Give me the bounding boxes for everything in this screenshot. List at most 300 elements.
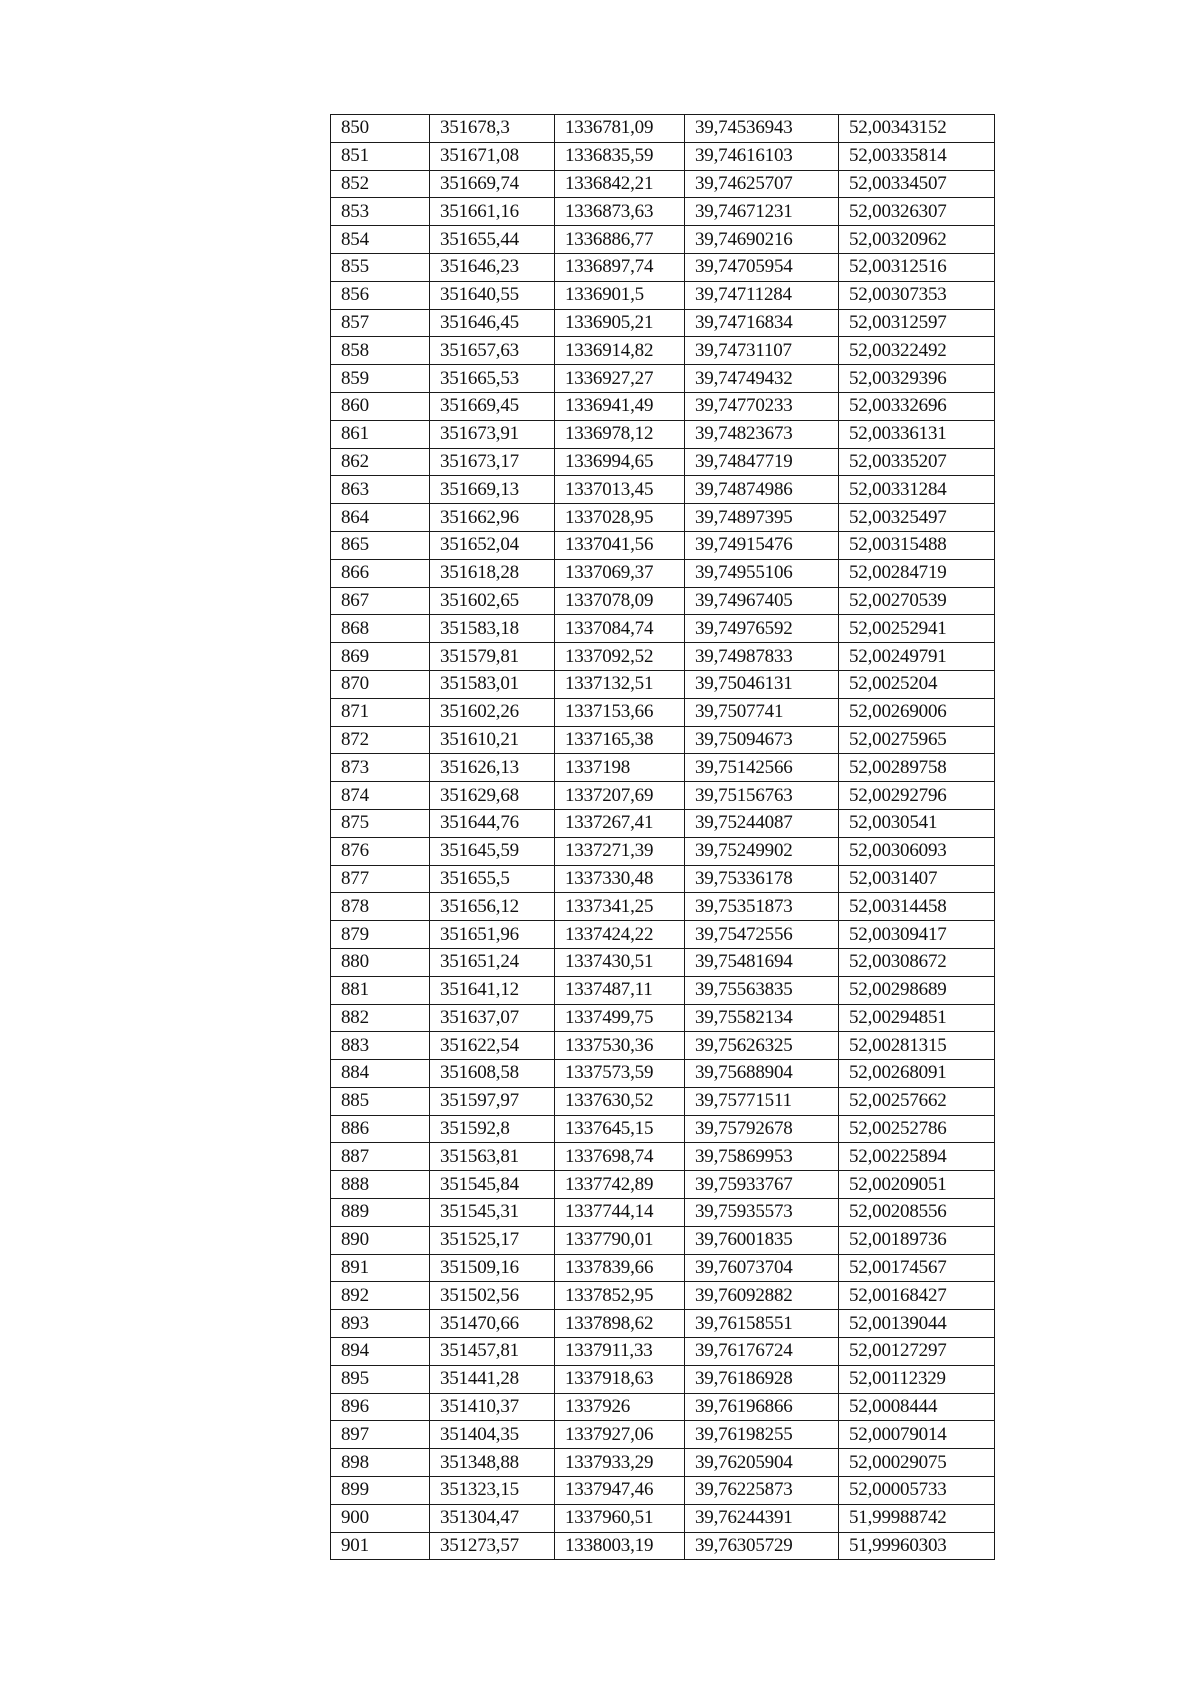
- latitude-cell: 52,00314458: [839, 893, 995, 921]
- x-coordinate-cell: 351502,56: [430, 1282, 555, 1310]
- point-number-cell: 872: [331, 726, 430, 754]
- latitude-cell: 52,00320962: [839, 226, 995, 254]
- point-number-cell: 860: [331, 392, 430, 420]
- y-coordinate-cell: 1337084,74: [555, 615, 685, 643]
- x-coordinate-cell: 351579,81: [430, 643, 555, 671]
- x-coordinate-cell: 351652,04: [430, 531, 555, 559]
- point-number-cell: 891: [331, 1254, 430, 1282]
- table-row: [331, 948, 995, 976]
- table-row: [331, 1171, 995, 1199]
- latitude-cell: 52,00249791: [839, 643, 995, 671]
- table-row: [331, 392, 995, 420]
- table-row: [331, 1115, 995, 1143]
- y-coordinate-cell: 1336914,82: [555, 337, 685, 365]
- x-coordinate-cell: 351665,53: [430, 365, 555, 393]
- x-coordinate-cell: 351641,12: [430, 976, 555, 1004]
- latitude-cell: 52,00208556: [839, 1199, 995, 1227]
- y-coordinate-cell: 1336978,12: [555, 420, 685, 448]
- latitude-cell: 52,00281315: [839, 1032, 995, 1060]
- x-coordinate-cell: 351597,97: [430, 1087, 555, 1115]
- y-coordinate-cell: 1337132,51: [555, 670, 685, 698]
- x-coordinate-cell: 351629,68: [430, 782, 555, 810]
- latitude-cell: 52,00315488: [839, 531, 995, 559]
- longitude-cell: 39,74690216: [685, 226, 839, 254]
- latitude-cell: 52,00331284: [839, 476, 995, 504]
- latitude-cell: 52,00029075: [839, 1449, 995, 1477]
- point-number-cell: 857: [331, 309, 430, 337]
- x-coordinate-cell: 351669,13: [430, 476, 555, 504]
- longitude-cell: 39,74749432: [685, 365, 839, 393]
- point-number-cell: 885: [331, 1087, 430, 1115]
- table-row: [331, 253, 995, 281]
- longitude-cell: 39,75792678: [685, 1115, 839, 1143]
- longitude-cell: 39,74976592: [685, 615, 839, 643]
- latitude-cell: 52,00189736: [839, 1226, 995, 1254]
- longitude-cell: 39,74625707: [685, 170, 839, 198]
- longitude-cell: 39,76158551: [685, 1310, 839, 1338]
- point-number-cell: 867: [331, 587, 430, 615]
- table-row: [331, 504, 995, 532]
- x-coordinate-cell: 351545,84: [430, 1171, 555, 1199]
- longitude-cell: 39,75771511: [685, 1087, 839, 1115]
- longitude-cell: 39,75249902: [685, 837, 839, 865]
- longitude-cell: 39,76092882: [685, 1282, 839, 1310]
- point-number-cell: 873: [331, 754, 430, 782]
- longitude-cell: 39,75351873: [685, 893, 839, 921]
- y-coordinate-cell: 1337926: [555, 1393, 685, 1421]
- latitude-cell: 52,00168427: [839, 1282, 995, 1310]
- x-coordinate-cell: 351661,16: [430, 198, 555, 226]
- longitude-cell: 39,76198255: [685, 1421, 839, 1449]
- table-row: [331, 1226, 995, 1254]
- table-row: [331, 1393, 995, 1421]
- point-number-cell: 851: [331, 142, 430, 170]
- longitude-cell: 39,74536943: [685, 115, 839, 143]
- longitude-cell: 39,74955106: [685, 559, 839, 587]
- longitude-cell: 39,74823673: [685, 420, 839, 448]
- latitude-cell: 52,00209051: [839, 1171, 995, 1199]
- x-coordinate-cell: 351348,88: [430, 1449, 555, 1477]
- table-row: [331, 670, 995, 698]
- latitude-cell: 52,00139044: [839, 1310, 995, 1338]
- table-row: [331, 1421, 995, 1449]
- x-coordinate-cell: 351583,01: [430, 670, 555, 698]
- latitude-cell: 52,0008444: [839, 1393, 995, 1421]
- longitude-cell: 39,75336178: [685, 865, 839, 893]
- point-number-cell: 855: [331, 253, 430, 281]
- x-coordinate-cell: 351662,96: [430, 504, 555, 532]
- table-row: [331, 698, 995, 726]
- x-coordinate-cell: 351563,81: [430, 1143, 555, 1171]
- longitude-cell: 39,76225873: [685, 1477, 839, 1505]
- table-row: [331, 643, 995, 671]
- latitude-cell: 52,00270539: [839, 587, 995, 615]
- x-coordinate-cell: 351602,26: [430, 698, 555, 726]
- point-number-cell: 899: [331, 1477, 430, 1505]
- longitude-cell: 39,75626325: [685, 1032, 839, 1060]
- y-coordinate-cell: 1337330,48: [555, 865, 685, 893]
- table-row: [331, 476, 995, 504]
- y-coordinate-cell: 1338003,19: [555, 1532, 685, 1560]
- point-number-cell: 866: [331, 559, 430, 587]
- longitude-cell: 39,75933767: [685, 1171, 839, 1199]
- longitude-cell: 39,75244087: [685, 809, 839, 837]
- y-coordinate-cell: 1337092,52: [555, 643, 685, 671]
- table-row: [331, 1199, 995, 1227]
- latitude-cell: 52,00329396: [839, 365, 995, 393]
- latitude-cell: 52,00268091: [839, 1060, 995, 1088]
- y-coordinate-cell: 1337207,69: [555, 782, 685, 810]
- table-row: [331, 559, 995, 587]
- point-number-cell: 880: [331, 948, 430, 976]
- latitude-cell: 52,00292796: [839, 782, 995, 810]
- point-number-cell: 875: [331, 809, 430, 837]
- table-row: [331, 893, 995, 921]
- longitude-cell: 39,74987833: [685, 643, 839, 671]
- x-coordinate-cell: 351622,54: [430, 1032, 555, 1060]
- table-row: [331, 281, 995, 309]
- table-row: [331, 337, 995, 365]
- table-row: [331, 309, 995, 337]
- point-number-cell: 852: [331, 170, 430, 198]
- point-number-cell: 865: [331, 531, 430, 559]
- x-coordinate-cell: 351441,28: [430, 1365, 555, 1393]
- y-coordinate-cell: 1337530,36: [555, 1032, 685, 1060]
- point-number-cell: 850: [331, 115, 430, 143]
- x-coordinate-cell: 351678,3: [430, 115, 555, 143]
- point-number-cell: 895: [331, 1365, 430, 1393]
- latitude-cell: 52,00335814: [839, 142, 995, 170]
- latitude-cell: 52,00127297: [839, 1338, 995, 1366]
- y-coordinate-cell: 1337933,29: [555, 1449, 685, 1477]
- table-row: [331, 976, 995, 1004]
- y-coordinate-cell: 1337790,01: [555, 1226, 685, 1254]
- table-row: [331, 1504, 995, 1532]
- y-coordinate-cell: 1337947,46: [555, 1477, 685, 1505]
- table-row: [331, 1282, 995, 1310]
- latitude-cell: 52,00306093: [839, 837, 995, 865]
- x-coordinate-cell: 351273,57: [430, 1532, 555, 1560]
- x-coordinate-cell: 351602,65: [430, 587, 555, 615]
- latitude-cell: 51,99988742: [839, 1504, 995, 1532]
- point-number-cell: 887: [331, 1143, 430, 1171]
- table-row: [331, 448, 995, 476]
- point-number-cell: 897: [331, 1421, 430, 1449]
- latitude-cell: 52,00079014: [839, 1421, 995, 1449]
- longitude-cell: 39,75563835: [685, 976, 839, 1004]
- point-number-cell: 878: [331, 893, 430, 921]
- y-coordinate-cell: 1337424,22: [555, 921, 685, 949]
- y-coordinate-cell: 1337698,74: [555, 1143, 685, 1171]
- x-coordinate-cell: 351592,8: [430, 1115, 555, 1143]
- coordinates-table: [330, 114, 995, 1560]
- longitude-cell: 39,75869953: [685, 1143, 839, 1171]
- y-coordinate-cell: 1337013,45: [555, 476, 685, 504]
- point-number-cell: 893: [331, 1310, 430, 1338]
- table-row: [331, 170, 995, 198]
- point-number-cell: 894: [331, 1338, 430, 1366]
- y-coordinate-cell: 1337839,66: [555, 1254, 685, 1282]
- y-coordinate-cell: 1336842,21: [555, 170, 685, 198]
- x-coordinate-cell: 351509,16: [430, 1254, 555, 1282]
- x-coordinate-cell: 351673,91: [430, 420, 555, 448]
- y-coordinate-cell: 1336886,77: [555, 226, 685, 254]
- latitude-cell: 52,00252941: [839, 615, 995, 643]
- longitude-cell: 39,74915476: [685, 531, 839, 559]
- y-coordinate-cell: 1337911,33: [555, 1338, 685, 1366]
- point-number-cell: 900: [331, 1504, 430, 1532]
- latitude-cell: 52,00312597: [839, 309, 995, 337]
- table-row: [331, 1449, 995, 1477]
- latitude-cell: 52,00325497: [839, 504, 995, 532]
- point-number-cell: 879: [331, 921, 430, 949]
- y-coordinate-cell: 1336835,59: [555, 142, 685, 170]
- x-coordinate-cell: 351645,59: [430, 837, 555, 865]
- longitude-cell: 39,76244391: [685, 1504, 839, 1532]
- x-coordinate-cell: 351656,12: [430, 893, 555, 921]
- point-number-cell: 871: [331, 698, 430, 726]
- longitude-cell: 39,76186928: [685, 1365, 839, 1393]
- x-coordinate-cell: 351583,18: [430, 615, 555, 643]
- longitude-cell: 39,75046131: [685, 670, 839, 698]
- y-coordinate-cell: 1337742,89: [555, 1171, 685, 1199]
- longitude-cell: 39,74705954: [685, 253, 839, 281]
- point-number-cell: 896: [331, 1393, 430, 1421]
- table-row: [331, 1365, 995, 1393]
- point-number-cell: 901: [331, 1532, 430, 1560]
- latitude-cell: 52,00307353: [839, 281, 995, 309]
- y-coordinate-cell: 1337271,39: [555, 837, 685, 865]
- y-coordinate-cell: 1336781,09: [555, 115, 685, 143]
- y-coordinate-cell: 1337153,66: [555, 698, 685, 726]
- x-coordinate-cell: 351657,63: [430, 337, 555, 365]
- point-number-cell: 862: [331, 448, 430, 476]
- point-number-cell: 853: [331, 198, 430, 226]
- table-row: [331, 1310, 995, 1338]
- latitude-cell: 52,00174567: [839, 1254, 995, 1282]
- coordinates-table-body: [331, 115, 995, 1560]
- table-row: [331, 921, 995, 949]
- x-coordinate-cell: 351610,21: [430, 726, 555, 754]
- point-number-cell: 854: [331, 226, 430, 254]
- point-number-cell: 868: [331, 615, 430, 643]
- y-coordinate-cell: 1337487,11: [555, 976, 685, 1004]
- longitude-cell: 39,75582134: [685, 1004, 839, 1032]
- table-row: [331, 615, 995, 643]
- point-number-cell: 886: [331, 1115, 430, 1143]
- point-number-cell: 864: [331, 504, 430, 532]
- y-coordinate-cell: 1337341,25: [555, 893, 685, 921]
- table-row: [331, 809, 995, 837]
- y-coordinate-cell: 1337078,09: [555, 587, 685, 615]
- longitude-cell: 39,76305729: [685, 1532, 839, 1560]
- table-row: [331, 1004, 995, 1032]
- longitude-cell: 39,74874986: [685, 476, 839, 504]
- x-coordinate-cell: 351644,76: [430, 809, 555, 837]
- point-number-cell: 884: [331, 1060, 430, 1088]
- table-row: [331, 1338, 995, 1366]
- longitude-cell: 39,75688904: [685, 1060, 839, 1088]
- latitude-cell: 52,00269006: [839, 698, 995, 726]
- longitude-cell: 39,75935573: [685, 1199, 839, 1227]
- longitude-cell: 39,76176724: [685, 1338, 839, 1366]
- longitude-cell: 39,76196866: [685, 1393, 839, 1421]
- x-coordinate-cell: 351651,24: [430, 948, 555, 976]
- x-coordinate-cell: 351673,17: [430, 448, 555, 476]
- y-coordinate-cell: 1337630,52: [555, 1087, 685, 1115]
- table-row: [331, 531, 995, 559]
- y-coordinate-cell: 1337744,14: [555, 1199, 685, 1227]
- longitude-cell: 39,76001835: [685, 1226, 839, 1254]
- y-coordinate-cell: 1337165,38: [555, 726, 685, 754]
- x-coordinate-cell: 351404,35: [430, 1421, 555, 1449]
- table-row: [331, 1254, 995, 1282]
- latitude-cell: 52,00332696: [839, 392, 995, 420]
- table-row: [331, 1477, 995, 1505]
- y-coordinate-cell: 1337499,75: [555, 1004, 685, 1032]
- table-row: [331, 420, 995, 448]
- table-row: [331, 226, 995, 254]
- point-number-cell: 882: [331, 1004, 430, 1032]
- latitude-cell: 52,00343152: [839, 115, 995, 143]
- latitude-cell: 52,00335207: [839, 448, 995, 476]
- x-coordinate-cell: 351646,45: [430, 309, 555, 337]
- point-number-cell: 876: [331, 837, 430, 865]
- longitude-cell: 39,74967405: [685, 587, 839, 615]
- longitude-cell: 39,75142566: [685, 754, 839, 782]
- y-coordinate-cell: 1337918,63: [555, 1365, 685, 1393]
- longitude-cell: 39,74897395: [685, 504, 839, 532]
- y-coordinate-cell: 1336994,65: [555, 448, 685, 476]
- y-coordinate-cell: 1337645,15: [555, 1115, 685, 1143]
- x-coordinate-cell: 351655,44: [430, 226, 555, 254]
- x-coordinate-cell: 351304,47: [430, 1504, 555, 1532]
- y-coordinate-cell: 1336901,5: [555, 281, 685, 309]
- longitude-cell: 39,75156763: [685, 782, 839, 810]
- latitude-cell: 52,0030541: [839, 809, 995, 837]
- longitude-cell: 39,76073704: [685, 1254, 839, 1282]
- latitude-cell: 51,99960303: [839, 1532, 995, 1560]
- x-coordinate-cell: 351470,66: [430, 1310, 555, 1338]
- longitude-cell: 39,74671231: [685, 198, 839, 226]
- latitude-cell: 52,00225894: [839, 1143, 995, 1171]
- longitude-cell: 39,74716834: [685, 309, 839, 337]
- point-number-cell: 892: [331, 1282, 430, 1310]
- x-coordinate-cell: 351669,74: [430, 170, 555, 198]
- y-coordinate-cell: 1337041,56: [555, 531, 685, 559]
- y-coordinate-cell: 1337852,95: [555, 1282, 685, 1310]
- longitude-cell: 39,76205904: [685, 1449, 839, 1477]
- x-coordinate-cell: 351545,31: [430, 1199, 555, 1227]
- longitude-cell: 39,74616103: [685, 142, 839, 170]
- y-coordinate-cell: 1336905,21: [555, 309, 685, 337]
- table-row: [331, 865, 995, 893]
- longitude-cell: 39,75094673: [685, 726, 839, 754]
- latitude-cell: 52,00005733: [839, 1477, 995, 1505]
- latitude-cell: 52,00309417: [839, 921, 995, 949]
- latitude-cell: 52,00336131: [839, 420, 995, 448]
- y-coordinate-cell: 1337960,51: [555, 1504, 685, 1532]
- y-coordinate-cell: 1336873,63: [555, 198, 685, 226]
- table-row: [331, 1143, 995, 1171]
- table-row: [331, 754, 995, 782]
- y-coordinate-cell: 1337898,62: [555, 1310, 685, 1338]
- x-coordinate-cell: 351655,5: [430, 865, 555, 893]
- latitude-cell: 52,00322492: [839, 337, 995, 365]
- point-number-cell: 881: [331, 976, 430, 1004]
- y-coordinate-cell: 1337430,51: [555, 948, 685, 976]
- longitude-cell: 39,74711284: [685, 281, 839, 309]
- latitude-cell: 52,00294851: [839, 1004, 995, 1032]
- table-row: [331, 198, 995, 226]
- x-coordinate-cell: 351669,45: [430, 392, 555, 420]
- latitude-cell: 52,0025204: [839, 670, 995, 698]
- y-coordinate-cell: 1337573,59: [555, 1060, 685, 1088]
- latitude-cell: 52,0031407: [839, 865, 995, 893]
- table-row: [331, 115, 995, 143]
- x-coordinate-cell: 351410,37: [430, 1393, 555, 1421]
- latitude-cell: 52,00308672: [839, 948, 995, 976]
- y-coordinate-cell: 1337198: [555, 754, 685, 782]
- x-coordinate-cell: 351618,28: [430, 559, 555, 587]
- latitude-cell: 52,00298689: [839, 976, 995, 1004]
- longitude-cell: 39,7507741: [685, 698, 839, 726]
- longitude-cell: 39,74847719: [685, 448, 839, 476]
- y-coordinate-cell: 1337028,95: [555, 504, 685, 532]
- point-number-cell: 870: [331, 670, 430, 698]
- point-number-cell: 889: [331, 1199, 430, 1227]
- table-row: [331, 782, 995, 810]
- y-coordinate-cell: 1337069,37: [555, 559, 685, 587]
- point-number-cell: 898: [331, 1449, 430, 1477]
- y-coordinate-cell: 1336941,49: [555, 392, 685, 420]
- x-coordinate-cell: 351671,08: [430, 142, 555, 170]
- longitude-cell: 39,75481694: [685, 948, 839, 976]
- latitude-cell: 52,00284719: [839, 559, 995, 587]
- latitude-cell: 52,00252786: [839, 1115, 995, 1143]
- x-coordinate-cell: 351637,07: [430, 1004, 555, 1032]
- longitude-cell: 39,75472556: [685, 921, 839, 949]
- point-number-cell: 877: [331, 865, 430, 893]
- point-number-cell: 856: [331, 281, 430, 309]
- table-row: [331, 142, 995, 170]
- table-row: [331, 587, 995, 615]
- latitude-cell: 52,00334507: [839, 170, 995, 198]
- table-row: [331, 1060, 995, 1088]
- y-coordinate-cell: 1336897,74: [555, 253, 685, 281]
- latitude-cell: 52,00326307: [839, 198, 995, 226]
- y-coordinate-cell: 1337927,06: [555, 1421, 685, 1449]
- longitude-cell: 39,74770233: [685, 392, 839, 420]
- x-coordinate-cell: 351640,55: [430, 281, 555, 309]
- longitude-cell: 39,74731107: [685, 337, 839, 365]
- point-number-cell: 890: [331, 1226, 430, 1254]
- x-coordinate-cell: 351323,15: [430, 1477, 555, 1505]
- latitude-cell: 52,00289758: [839, 754, 995, 782]
- table-row: [331, 1532, 995, 1560]
- point-number-cell: 863: [331, 476, 430, 504]
- latitude-cell: 52,00275965: [839, 726, 995, 754]
- x-coordinate-cell: 351457,81: [430, 1338, 555, 1366]
- y-coordinate-cell: 1337267,41: [555, 809, 685, 837]
- point-number-cell: 883: [331, 1032, 430, 1060]
- point-number-cell: 888: [331, 1171, 430, 1199]
- table-row: [331, 726, 995, 754]
- x-coordinate-cell: 351608,58: [430, 1060, 555, 1088]
- x-coordinate-cell: 351651,96: [430, 921, 555, 949]
- table-row: [331, 1087, 995, 1115]
- point-number-cell: 858: [331, 337, 430, 365]
